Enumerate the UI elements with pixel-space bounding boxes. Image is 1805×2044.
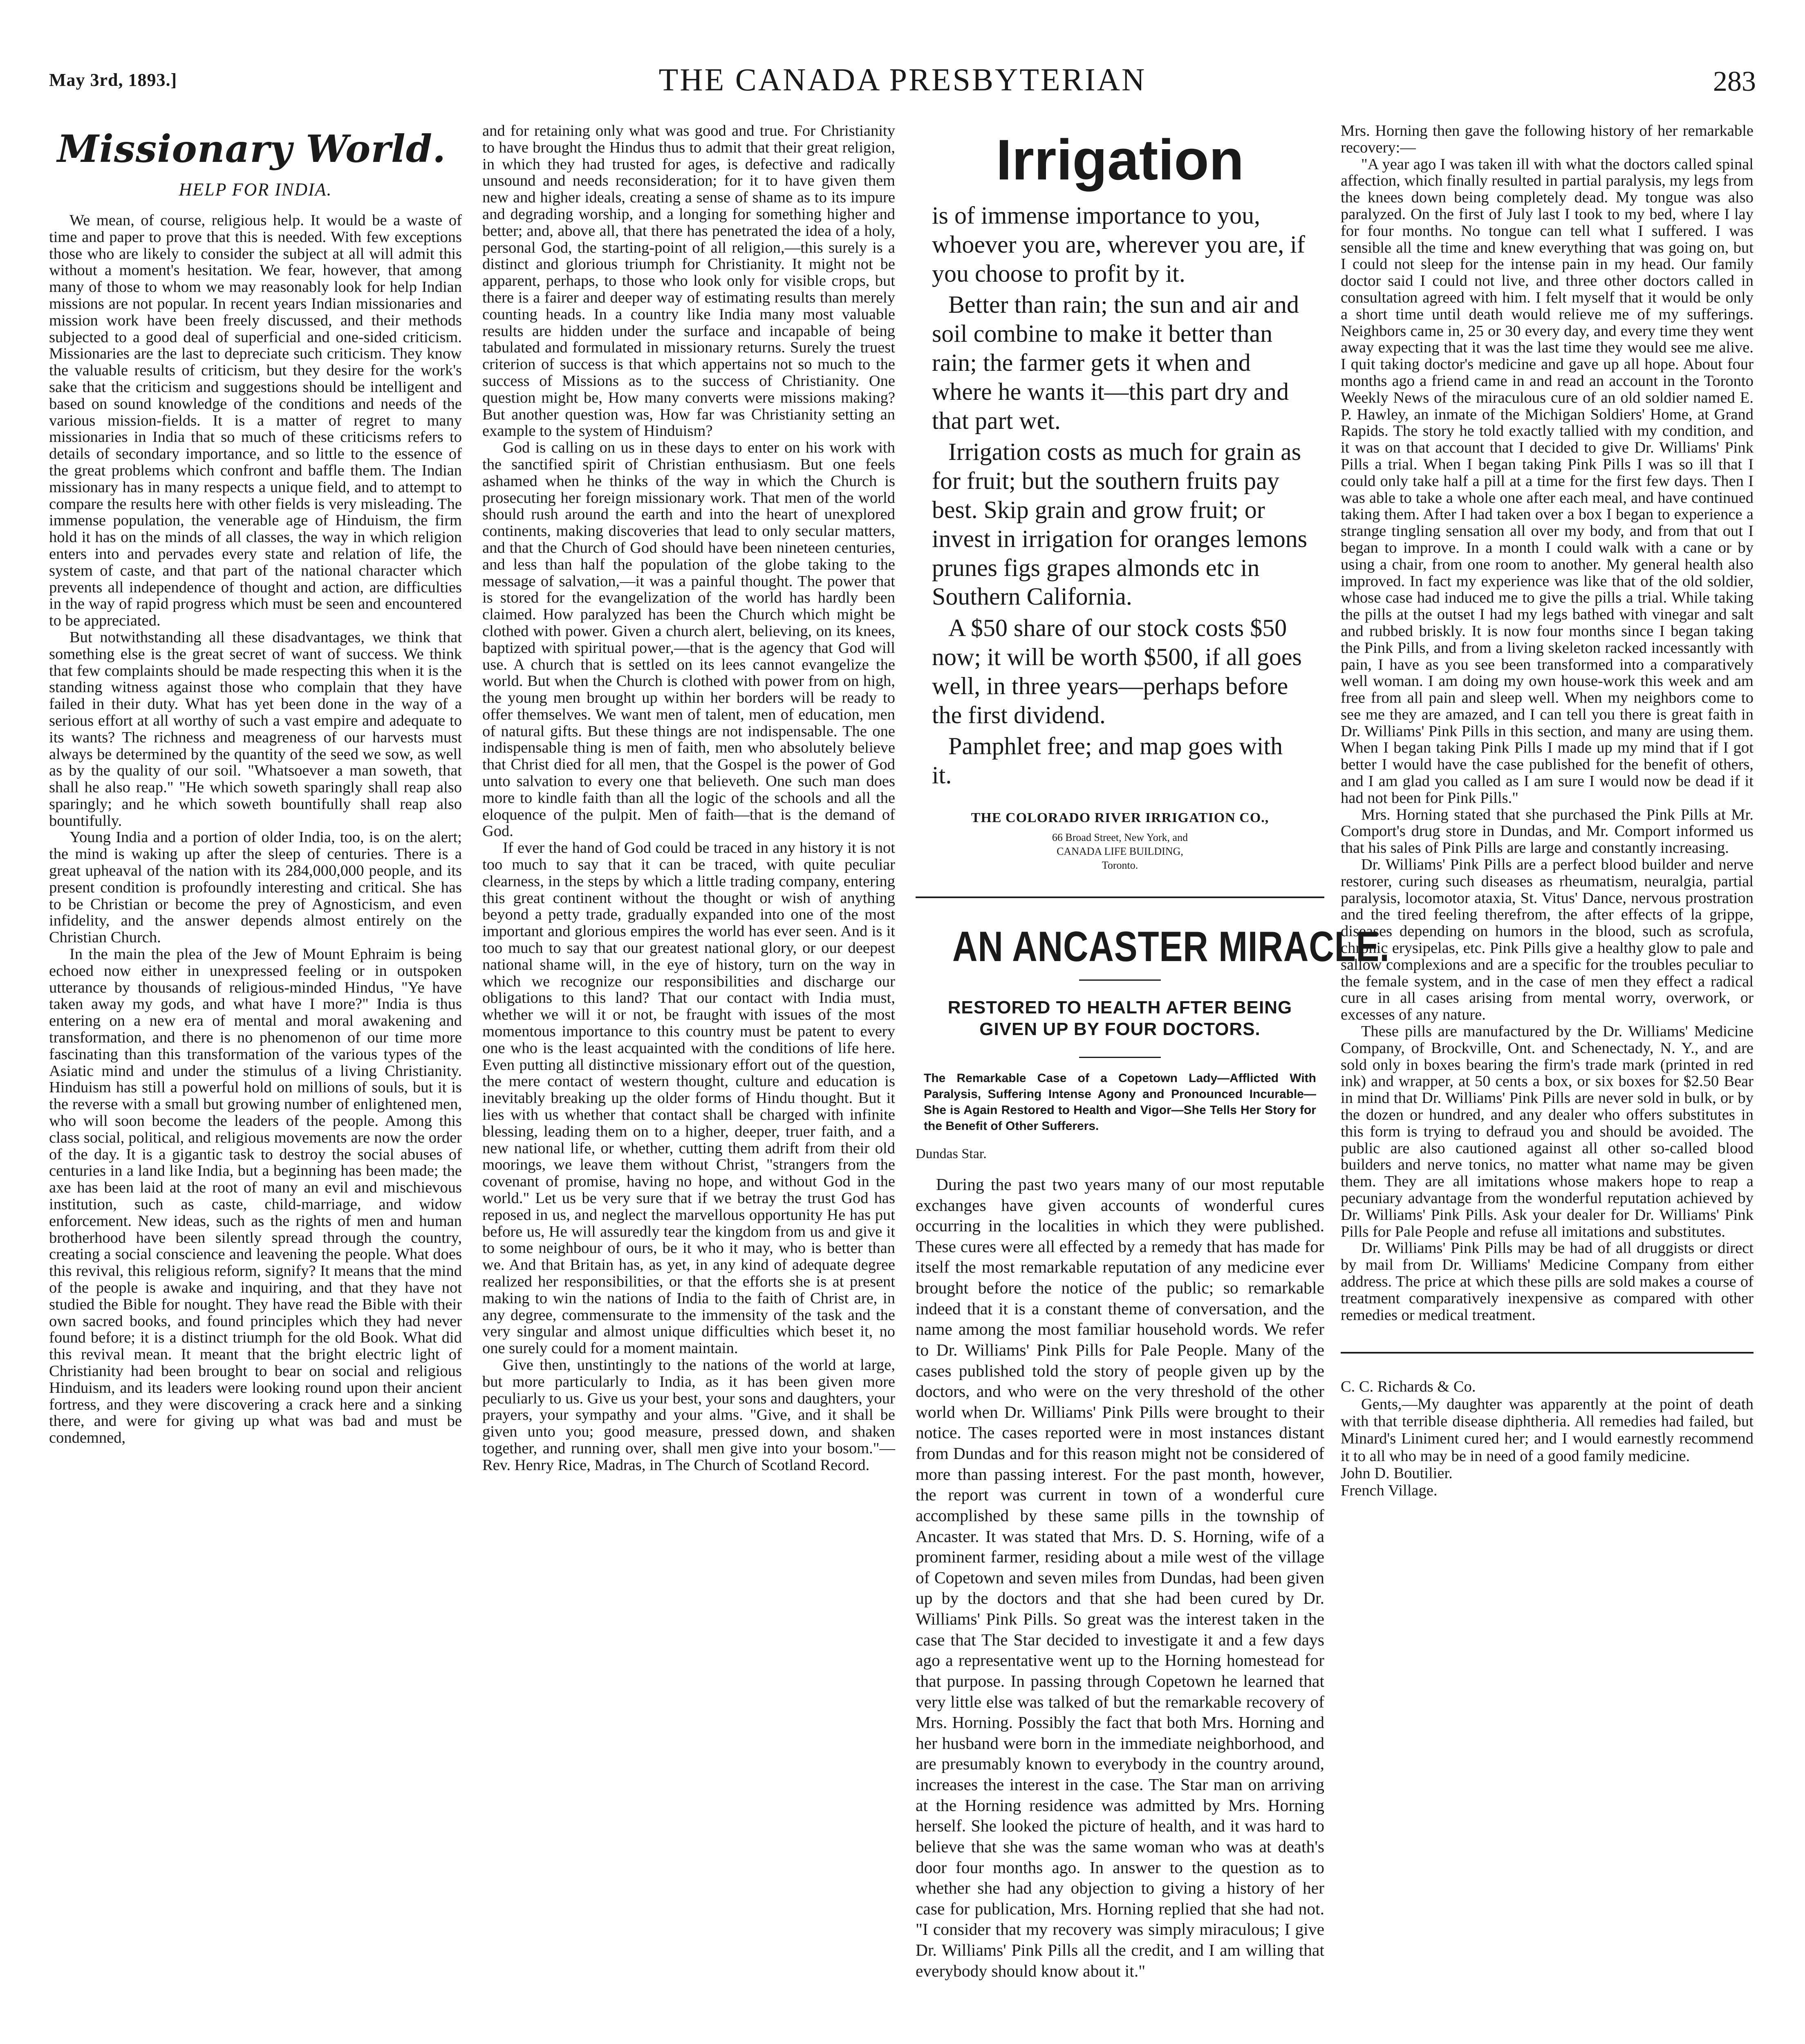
article-body (49, 212, 462, 1446)
testimonial-letter (1341, 1352, 1753, 1499)
miracle-deck: The Remarkable Case of a Copetown Lady—Afflicted With Paralysis, Suffering Intense Agony and Pronounced Incurable—She is Again Restored to Health and Vigor—She Tells Her Story for the Benefit of Other Sufferers. (924, 1071, 1316, 1133)
ad-paragraph: A $50 share of our stock costs $50 now; it will be worth $500, if all goes well, in three years—perhaps before the first dividend. (932, 614, 1302, 728)
letter-addressee: C. C. Richards & Co. (1341, 1378, 1476, 1396)
ad-paragraph: is of immense importance to you, whoever you are, wherever you are, if you choose to profit by it. (932, 202, 1305, 287)
paragraph: In the main the plea of the Jew of Mount Ephraim is being echoed now either in unexpressed feeling or in outspoken utterance by thousands of religious-minded Hindus, "Ye have taken away my gods, and what have I more?" India is thus entering on a new era of mental and moral awakening and transformation, and there is no phenomenon of our time more fascinating than this transformation of the various types of the Asiatic mind and under the stimulus of a living Christianity. Hinduism has still a powerful hold on millions of souls, but it is the reverse with a small but growing number of enlightened men, who will soon become the leaders of the people. Among this class social, political, and religious movements are now the order of the day. It is a gigantic task to destroy the social abuses of centuries in a land like India, but a beginning has been made; the axe has been laid at the root of many an evil and mischievous institution, such as caste, child-marriage, and widow enforcement. New ideas, such as the rights of men and human brotherhood have been silently spread through the country, creating a social conscience and leavening the people. What does this revival, this religious reform, signify? It means that the mind of the people is awake and inquiring, and that they have not studied the Bible for nought. They have read the Bible with their own sacred books, and found principles which they had never found before; it is a distinct triumph for the old Book. What did this revival mean. It meant that the bright electric light of Christianity had been brought to bear on social and religious Hinduism, and its leaders were looking round upon their ancient fortress, and they were discovering a crack here and a sinking there, and were for giving up what was bad and must be condemned, (49, 946, 462, 1447)
paragraph: Mrs. Horning stated that she purchased the Pink Pills at Mr. Comport's drug store in Dundas, and Mr. Comport informed us that his sales of Pink Pills are large and constantly increasing. (1341, 806, 1753, 857)
paragraph: and for retaining only what was good and true. For Christianity to have brought the Hindus thus to admit that their great religion, in which they had trusted for ages, is defective and radically unsound and needs reconsideration; for it to have given them new and higher ideals, creating a sense of shame as to its impure and degrading worship, and a longing for something higher and better; and, above all, that there has penetrated the idea of a holy, personal God, the starting-point of all religion,—this surely is a distinct and glorious triumph for Christianity. It might not be apparent, perhaps, to those who look only for visible crops, but there is a fairer and deeper way of estimating results than merely counting heads. In a country like India many most valuable results are hidden under the surface and incapable of being tabulated and formulated in missionary returns. Surely the truest criterion of success is that which appertains not so much to the success of Missions as to the success of Christianity. One question might be, How many converts were missions making? But another question was, How far was Christianity setting an example to the system of Hinduism? (482, 122, 895, 440)
ad-address-line: CANADA LIFE BUILDING, (1057, 845, 1183, 857)
issue-date: May 3rd, 1893.] (49, 70, 177, 90)
paragraph: But notwithstanding all these disadvantages, we think that something else is the great secret of want of success. We think that few complaints should be made respecting this when it is the standing witness against those who complain that they have failed in their duty. What has yet been done in the way of a serious effort at all worthy of such a vast empire and adequate to its wants? The richness and meagreness of our harvests must always be determined by the quantity of the seed we sow, as well as by the quality of our soil. "Whatsoever a man soweth, that shall he also reap." "He which soweth sparingly shall reap also sparingly; and he which soweth bountifully shall reap also bountifully. (49, 628, 462, 829)
divider (1079, 979, 1161, 981)
ad-body (932, 201, 1308, 790)
ad-title: Irrigation (996, 128, 1244, 192)
paragraph: We mean, of course, religious help. It would be a waste of time and paper to prove that this is needed. With few exceptions those who are likely to consider the subject at all will admit this without a moment's hesitation. We fear, however, that among many of those to whom we may reasonably look for help Indian missions are not popular. In recent years Indian missionaries and mission work have been freely discussed, and their methods subjected to a good deal of superficial and one-sided criticism. Missionaries are the last to depreciate such criticism. They know the valuable results of criticism, but they desire for the work's sake that the criticism and suggestions should be intelligent and based on sound knowledge of the conditions and needs of the various mission-fields. It is a matter of regret to many missionaries in India that so much of these criticisms refers to details of secondary importance, and so little to the essence of the great problems which confront and baffle them. The Indian missionary has in many respects a unique field, and to attempt to compare the results here with other fields is very misleading. The immense population, the venerable age of Hinduism, the firm hold it has on the minds of all classes, the way in which religion enters into and pervades every state and relation of life, the system of caste, and that part of the national character which prevents all independence of thought and action, are difficulties in the way of rapid progress which must be seen and encountered to be appreciated. (49, 212, 462, 630)
divider (1079, 1057, 1161, 1058)
paragraph: God is calling on us in these days to enter on his work with the sanctified spirit of Christian enthusiasm. But one feels ashamed when he thinks of the way in which the Church is prosecuting her foreign missionary work. That men of the world should rush around the earth and into the heart of unexplored continents, making discoveries that lead to only secular matters, and that the Church of God should have been nineteen centuries, and less than half the population of the globe taking to the message of salvation,—it was a painful thought. The power that is stored for the evangelization of the world has hardly been claimed. How paralyzed has been the Church which might be clothed with power. Given a church alert, believing, on its knees, baptized with spiritual power,—that is the agency that God will use. A church that is settled on its lees cannot evangelize the world. But when the Church is clothed with power from on high, the young men brought up within her borders will be ready to offer themselves. We want men of talent, men of education, men of natural gifts. But these things are not indispensable. The one indispensable thing is men of faith, men who absolutely believe that Christ died for all men, that the Gospel is the power of God unto salvation to every one that believeth. One such man does more to kindle faith than all the logic of the schools and all the eloquence of the pulpit. Men of faith—that is the demand of God. (482, 439, 895, 840)
ad-paragraph: Better than rain; the sun and air and soil combine to make it better than rain; the farmer gets it when and where he wants it—this part dry and that part wet. (932, 291, 1299, 434)
miracle-subhead: RESTORED TO HEALTH AFTER BEING GIVEN UP BY FOUR DOCTORS. (947, 997, 1292, 1040)
irrigation-advertisement (916, 127, 1324, 898)
miracle-body-continued (1341, 123, 1753, 1323)
paragraph: Dr. Williams' Pink Pills may be had of all druggists or direct by mail from Dr. Williams' Medicine Company from either address. The price at which these pills are sold makes a course of treatment comparatively inexpensive as compared with other remedies or medical treatment. (1341, 1239, 1753, 1324)
ad-company: THE COLORADO RIVER IRRIGATION CO., (971, 810, 1269, 825)
section-title: Missionary World. (57, 127, 446, 171)
paragraph: Dr. Williams' Pink Pills are a perfect blood builder and nerve restorer, curing such diseases as rheumatism, neuralgia, partial paralysis, locomotor ataxia, St. Vitus' Dance, nervous prostration and the tired feeling therefrom, the after effects of la grippe, diseases depending on humors in the blood, such as scrofula, chronic erysipelas, etc. Pink Pills give a healthy glow to pale and sallow complexions and are a specific for the troubles peculiar to the female system, and in the case of men they effect a radical cure in all cases arising from mental worry, overwork, or excesses of any nature. (1341, 856, 1753, 1024)
ad-paragraph: Pamphlet free; and map goes with it. (932, 733, 1283, 789)
paragraph: Give then, unstintingly to the nations of the world at large, but more particularly to India, as it has been given more peculiarly to us. Give us your best, your sons and daughters, your prayers, your sympathy and your alms. "Give, and it shall be given unto you; good measure, pressed down, and shaken together, and running over, shall men give into your bosom."—Rev. Henry Rice, Madras, in The Church of Scotland Record. (482, 1356, 895, 1474)
miracle-headline: AN ANCASTER MIRACLE. (952, 923, 1390, 971)
paragraph: Mrs. Horning then gave the following history of her remarkable recovery:— (1341, 122, 1753, 156)
ad-address-line: Toronto. (1102, 859, 1138, 871)
paragraph: "A year ago I was taken ill with what the doctors called spinal affection, which finally resulted in partial paralysis, my legs from the knees down being completely dead. My tongue was also paralyzed. On the first of July last I took to my bed, where I lay for four months. No tongue can tell what I suffered. I was sensible all the time and knew everything that was going on, but I could not sleep for the intense pain in my head. Our family doctor said I could not live, and three other doctors called in consultation agreed with him. I felt myself that it would be only a short time until death would relieve me of my sufferings. Neighbors came in, 25 or 30 every day, and every time they went away expecting that it was the last time they would see me alive. I quit taking doctor's medicine and gave up all hope. About four months ago a friend came in and read an account in the Toronto Weekly News of the miraculous cure of an old soldier named E. P. Hawley, an inmate of the Michigan Soldiers' Home, at Grand Rapids. The story he told exactly tallied with my condition, and it was on that account that I decided to give Dr. Williams' Pink Pills a trial. When I began taking Pink Pills I was so ill that I could only take half a pill at a time for the first few days. Then I was able to take a whole one after each meal, and have continued taking them. After I had taken over a box I began to experience a strange tingling sensation all over my body, and from that out I began to improve. In a month I could walk with a cane or by using a chair, from one room to another. My general health also improved. In fact my experience was like that of the old soldier, whose case had induced me to give the pills a trial. While taking the pills at the outset I had my legs bathed with vinegar and salt and rubbed briskly. It is now four months since I began taking the Pink Pills, and from a living skeleton racked incessantly with pain, I have as you see been transformed into a comparatively well woman. I am doing my own house-work this week and am free from all pain and sleep well. When my neighbors come to see me they are amazed, and I can tell you there is great faith in Dr. Williams' Pink Pills in this section, and many are using them. When I began taking Pink Pills I made up my mind that if I got better I would have the case published for the benefit of others, and I am glad you called as I am sure I would now be dead if it had not been for Pink Pills." (1341, 155, 1753, 807)
ad-address (932, 831, 1308, 872)
letter-body: Gents,—My daughter was apparently at the point of death with that terrible disease diphtheria. All remedies had failed, but Minard's Liniment cured her; and I would earnestly recommend it to all who may be in need of a good family medicine. (1341, 1395, 1753, 1465)
dateline: Dundas Star. (916, 1146, 987, 1161)
paragraph: If ever the hand of God could be traced in any history it is not too much to say that it can be traced, with quite peculiar clearness, in the steps by which a little trading company, entering this great continent without the thought or wish of anything beyond a petty trade, gradually expanded into one of the most important and glorious empires the world has ever seen. And is it too much to say that our greatest national glory, or our deepest national shame will, in the eye of history, turn on the way in which we recognize our responsibilities and discharge our obligations to this land? That our contact with India must, whether we will it or not, be fraught with issues of the most momentous importance to this country must be patent to every one who is the least acquainted with the conditions of life here. Even putting all distinctive missionary effort out of the question, the mere contact of western thought, culture and education is inevitably breaking up the older forms of Hindu thought. But it lies with us whether that contact shall be charged with infinite blessing, leading them on to a higher, deeper, truer faith, and a new national life, or whether, cutting them adrift from their old moorings, we leave them without Christ, "strangers from the covenant of promise, having no hope, and without God in the world." Let us be very sure that if we betray the trust God has reposed in us, and neglect the marvellous opportunity He has put before us, He will assuredly tear the kingdom from us and give it to some neighbour of ours, be it who it may, who is better than we. And that Britain has, as yet, in any kind of adequate degree realized her responsibilities, or that the efforts she is at present making to win the nations of India to the faith of Christ are, in any degree, commensurate to the immensity of the task and the very singular and almost unique difficulties which beset it, no one surely could for a moment maintain. (482, 839, 895, 1357)
publication-title: THE CANADA PRESBYTERIAN (658, 62, 1147, 97)
page-number: 283 (1713, 66, 1756, 97)
miracle-body (916, 1174, 1324, 1981)
letter-place: French Village. (1341, 1482, 1438, 1499)
ad-address-line: 66 Broad Street, New York, and (1052, 831, 1188, 843)
column-1 (49, 123, 462, 2044)
article-body-continued (482, 123, 895, 1474)
running-head (49, 57, 1756, 106)
column-4 (1341, 123, 1753, 2044)
paragraph: Young India and a portion of older India, too, is on the alert; the mind is waking up after the sleep of centuries. There is a great upheaval of the nation with its 284,000,000 people, and its present condition is profoundly interesting and critical. She has to be Christian or become the prey of Agnosticism, and even infidelity, and the answer depends almost entirely on the Christian Church. (49, 829, 462, 946)
letter-signature: John D. Boutilier. (1341, 1465, 1453, 1482)
ad-paragraph: Irrigation costs as much for grain as for fruit; but the southern fruits pay best. Skip grain and grow fruit; or invest in irrigation for oranges lemons prunes figs grapes almonds etc in Southern California. (932, 438, 1308, 610)
article-title: HELP FOR INDIA. (179, 179, 332, 199)
paragraph: These pills are manufactured by the Dr. Williams' Medicine Company, of Brockville, Ont. and Schenectady, N. Y., and are sold only in boxes bearing the firm's trade mark (printed in red ink) and wrapper, at 50 cents a box, or six boxes for $2.50 Bear in mind that Dr. Williams' Pink Pills are never sold in bulk, or by the dozen or hundred, and any dealer who offers substitutes in this form is trying to defraud you and should be avoided. The public are also cautioned against all other so-called blood builders and nerve tonics, no matter what name may be given them. They are all imitations whose makers hope to reap a pecuniary advantage from the wonderful reputation achieved by Dr. Williams' Pink Pills. Ask your dealer for Dr. Williams' Pink Pills for Pale People and refuse all imitations and substitutes. (1341, 1023, 1753, 1240)
column-2 (482, 123, 895, 2044)
paragraph: During the past two years many of our most reputable exchanges have given accounts of wonderful cures occurring in the localities in which they were published. These cures were all effected by a remedy that has made for itself the most remarkable reputation of any medicine ever brought before the notice of the public; so remarkable indeed that it is a constant theme of conversation, and the name among the most familiar household words. We refer to Dr. Williams' Pink Pills for Pale People. Many of the cases published told the story of people given up by the doctors, and who were on the very threshold of the other world when Dr. Williams' Pink Pills were brought to their notice. The cases reported were in most instances distant from Dundas and for this reason might not be considered of more than passing interest. For the past month, however, the report was current in town of a wonderful cure accomplished by these same pills in the township of Ancaster. It was stated that Mrs. D. S. Horning, wife of a prominent farmer, residing about a mile west of the village of Copetown and seven miles from Dundas, had been given up by the doctors and that she had been cured by Dr. Williams' Pink Pills. So great was the interest taken in the case that The Star decided to investigate it and a few days ago a representative went up to the Horning homestead for that purpose. In passing through Copetown he learned that very little else was talked of but the remarkable recovery of Mrs. Horning. Possibly the fact that both Mrs. Horning and her husband were born in the immediate neighborhood, and are presumably known to everybody in the country around, increases the interest in the case. The Star man on arriving at the Horning residence was admitted by Mrs. Horning herself. She looked the picture of health, and it was hard to believe that she was the same woman who was at death's door four months ago. In answer to the question as to whether she had any objection to giving a history of her case for publication, Mrs. Horning replied that she had not. "I consider that my recovery was simply miraculous; I give Dr. Williams' Pink Pills all the credit, and I am willing that everybody should know about it." (916, 1174, 1324, 1980)
